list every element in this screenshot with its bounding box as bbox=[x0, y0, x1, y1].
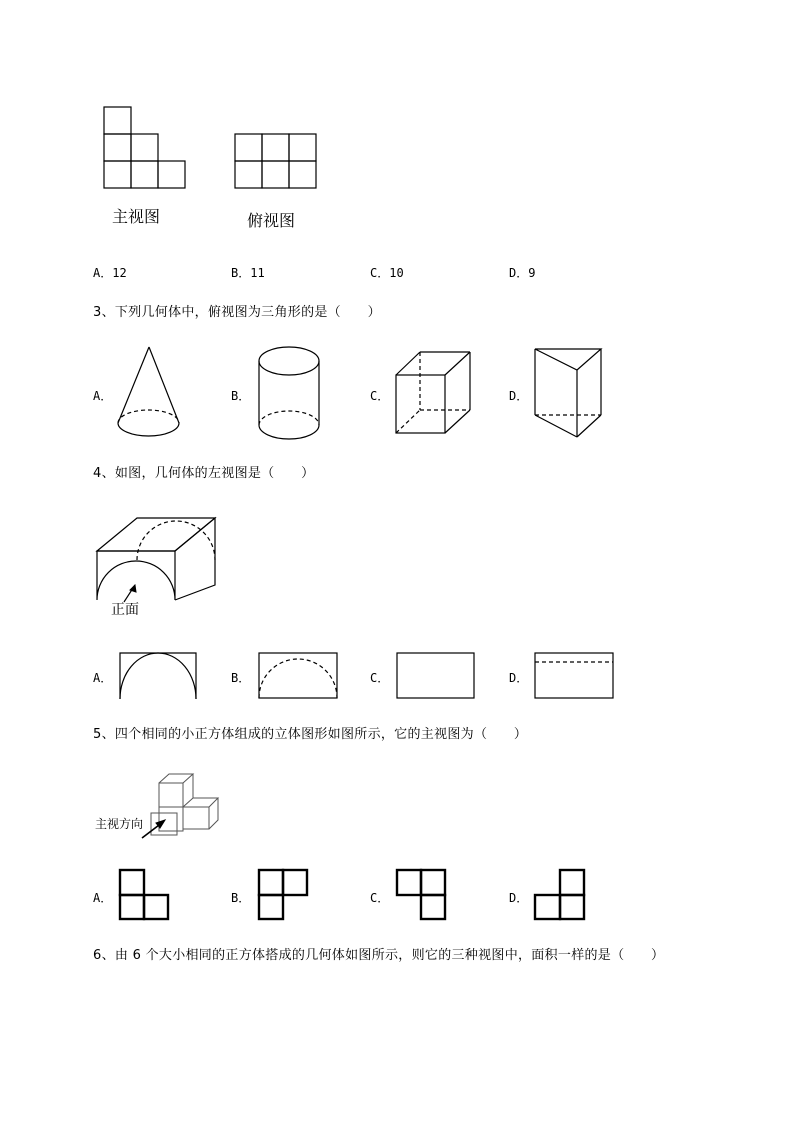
q3-option-a-label[interactable]: A． bbox=[93, 389, 113, 403]
question-3-text: 3、下列几何体中，俯视图为三角形的是（ ） bbox=[93, 305, 381, 320]
q2-top-view-caption: 俯视图 bbox=[247, 211, 296, 230]
q3-option-b-label[interactable]: B． bbox=[231, 389, 251, 403]
q5-direction-label: 主视方向 bbox=[95, 817, 144, 831]
q4-front-label: 正面 bbox=[111, 602, 139, 618]
question-6-text: 6、由 6 个大小相同的正方体搭成的几何体如图所示，则它的三种视图中，面积一样的是（ ） bbox=[93, 948, 665, 963]
q5-option-a-label[interactable]: A． bbox=[93, 891, 113, 905]
q2-front-view-caption: 主视图 bbox=[112, 207, 161, 226]
q4-option-b-label[interactable]: B． bbox=[231, 671, 251, 685]
q4-option-a-label[interactable]: A． bbox=[93, 671, 113, 685]
q2-option-b[interactable]: B．11 bbox=[231, 266, 265, 280]
question-5-text: 5、四个相同的小正方体组成的立体图形如图所示，它的主视图为（ ） bbox=[93, 727, 528, 742]
q2-option-c[interactable]: C．10 bbox=[370, 266, 404, 280]
q5-option-c-label[interactable]: C． bbox=[370, 891, 390, 905]
q5-option-d-label[interactable]: D． bbox=[509, 891, 529, 905]
q4-option-c-label[interactable]: C． bbox=[370, 671, 390, 685]
q2-option-d[interactable]: D．9 bbox=[509, 266, 536, 280]
question-4-text: 4、如图，几何体的左视图是（ ） bbox=[93, 466, 315, 481]
q4-option-d-label[interactable]: D． bbox=[509, 671, 529, 685]
q3-option-d-label[interactable]: D． bbox=[509, 389, 529, 403]
q3-option-c-label[interactable]: C． bbox=[370, 389, 390, 403]
q2-option-a[interactable]: A．12 bbox=[93, 266, 127, 280]
q5-option-b-label[interactable]: B． bbox=[231, 891, 251, 905]
